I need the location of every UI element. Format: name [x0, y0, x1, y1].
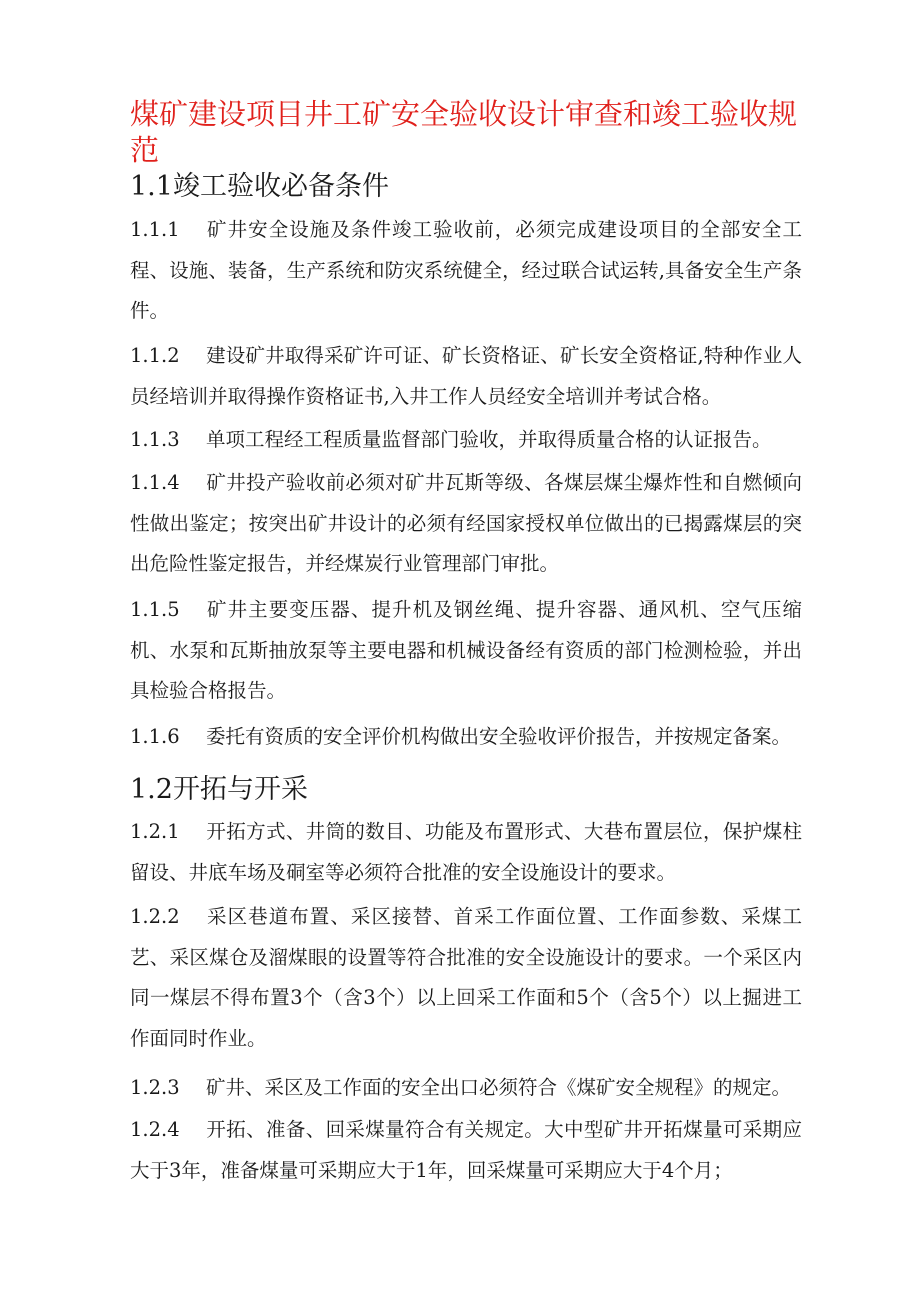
- clause-number: 1.2.1: [130, 820, 180, 843]
- section-heading-1-2: 1.2开拓与开采: [130, 774, 308, 805]
- clause-text: 矿井、采区及工作面的安全出口必须符合《煤矿安全规程》的规定。: [206, 1076, 792, 1099]
- clause-1-2-2: [130, 897, 802, 1059]
- clause-text: 开拓、准备、回采煤量符合有关规定。大中型矿井开拓煤量可采期应大于3年，准备煤量可采期应大于1年，回采煤量可采期应大于4个月；: [130, 1118, 802, 1182]
- clause-number: 1.1.2: [130, 344, 180, 367]
- clause-number: 1.1.6: [130, 725, 180, 748]
- clause-text: 单项工程经工程质量监督部门验收，并取得质量合格的认证报告。: [206, 428, 772, 451]
- clause-text: 矿井投产验收前必须对矿井瓦斯等级、各煤层煤尘爆炸性和自燃倾向性做出鉴定；按突出矿井设计的必须有经国家授权单位做出的已揭露煤层的突出危险性鉴定报告，并经煤炭行业管理部门审批。: [130, 471, 802, 575]
- clause-number: 1.1.5: [130, 598, 180, 621]
- clause-1-1-5: [130, 590, 802, 712]
- clause-text: 矿井主要变压器、提升机及钢丝绳、提升容器、通风机、空气压缩机、水泵和瓦斯抽放泵等主要电器和机械设备经有资质的部门检测检验，并出具检验合格报告。: [130, 598, 802, 702]
- clause-number: 1.1.4: [130, 471, 180, 494]
- clause-text: 建设矿井取得采矿许可证、矿长资格证、矿长安全资格证,特种作业人员经培训并取得操作资格证书,入井工作人员经安全培训并考试合格。: [130, 344, 802, 408]
- clause-number: 1.2.4: [130, 1118, 180, 1141]
- clause-text: 矿井安全设施及条件竣工验收前，必须完成建设项目的全部安全工程、设施、装备，生产系统和防灾系统健全，经过联合试运转,具备安全生产条件。: [130, 218, 802, 322]
- clause-1-1-6: [130, 717, 802, 758]
- clause-1-2-3: [130, 1068, 802, 1109]
- clause-text: 委托有资质的安全评价机构做出安全验收评价报告，并按规定备案。: [206, 725, 792, 748]
- clause-number: 1.1.1: [130, 218, 180, 241]
- section-heading-1-1: 1.1竣工验收必备条件: [130, 171, 389, 202]
- clause-1-1-2: [130, 336, 802, 417]
- clause-1-1-1: [130, 210, 802, 332]
- clause-1-1-3: [130, 420, 802, 461]
- clause-text: 采区巷道布置、采区接替、首采工作面位置、工作面参数、采煤工艺、采区煤仓及溜煤眼的设置等符合批准的安全设施设计的要求。一个采区内同一煤层不得布置3个（含3个）以上回采工作面和5个（含5个）以上掘进工作面同时作业。: [130, 905, 802, 1050]
- clause-text: 开拓方式、井筒的数目、功能及布置形式、大巷布置层位，保护煤柱留设、井底车场及硐室等必须符合批准的安全设施设计的要求。: [130, 820, 802, 884]
- clause-number: 1.1.3: [130, 428, 180, 451]
- clause-number: 1.2.2: [130, 905, 180, 928]
- clause-1-2-1: [130, 812, 802, 893]
- clause-number: 1.2.3: [130, 1076, 180, 1099]
- document-title: 煤矿建设项目井工矿安全验收设计审查和竣工验收规范: [130, 97, 798, 167]
- clause-1-1-4: [130, 463, 802, 585]
- clause-1-2-4: [130, 1110, 802, 1191]
